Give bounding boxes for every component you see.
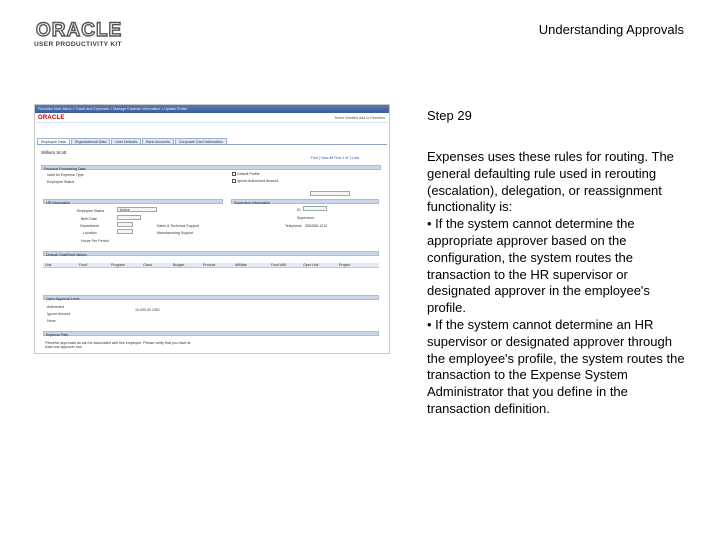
location-name: Manufacturing Support [157,231,194,235]
section-default-chartfields: Default ChartField Values [43,251,379,256]
radio-authorized[interactable]: Authorized [47,305,65,309]
status-label: Employee Status [77,209,105,213]
default-profile-checkbox[interactable] [232,172,236,176]
col-program: Program [111,263,125,267]
telephone-label: Telephone [285,224,302,228]
col-product: Product [203,263,216,267]
col-fund: Fund [79,263,88,267]
tab-bank-accounts[interactable]: Bank Accounts [142,138,174,144]
radio-none[interactable]: None [47,319,56,323]
section-supervisor: Supervisor Information [231,199,379,204]
expense-type-select[interactable] [310,191,350,196]
birth-date-label: Birth Date [81,217,97,221]
department-label: Department [80,224,99,228]
step-description: Expenses uses these rules for routing. The general defaulting rule used in rerouting (escalation), delegation, or reassignment functionality is: • If the system cannot determine the appropriate approver based on the configuration, the system routes the transaction to the HR supervisor or designated approver in the employee's profile. • If the system cannot determine an HR supervisor or designated approver through the employee's profile, the system routes the transaction to the Expense System Administrator that you define in the transaction definition. [427,149,685,416]
supervisor-id-label: ID [297,208,301,212]
tab-employee-data[interactable]: Employee Data [37,138,70,144]
main-menu-bar[interactable]: Favorites Main Menu > Travel and Expenses > Manage Expense Information > Update Profile [35,105,389,113]
row-navigation[interactable]: Find | View All First 1 of 1 Last [310,156,359,160]
col-affiliate: Affiliate [235,263,247,267]
department-field[interactable] [117,222,133,227]
col-budget: Budget [173,263,185,267]
oracle-wordmark: ORACLE [36,20,123,41]
slide-title: Understanding Approvals [538,22,684,37]
page-tabs [37,138,387,145]
birth-date-field[interactable] [117,215,141,220]
employee-name: William Scott [41,150,67,155]
step-number: Step 29 [427,108,472,123]
section-expense-path: Expense Path [43,331,379,336]
supervisor-name-label: Supervisor [297,216,315,220]
app-oracle-logo: ORACLE [38,115,65,121]
employee-status-label: Employee Status [47,180,75,184]
location-field[interactable] [117,229,133,234]
header-links[interactable]: Home Worklist Add to Favorites [334,116,385,120]
approver-note: *Receive approvals as can be associated with this employee. Please verify that you have at least one approver row. [45,341,191,349]
location-label: Location [83,231,97,235]
ignore-amount-checkbox[interactable] [232,179,236,183]
section-hr-info: HR Information [43,199,223,204]
default-profile-label: Default Profile [237,172,260,176]
section-approval-level: Open Approval Level [43,295,379,300]
tab-corporate-card[interactable]: Corporate Card Information [175,138,227,144]
col-project: Project [339,263,351,267]
approval-amount: 10,000.00 USD [135,308,160,312]
section-processing: Personal Processing Data [41,165,381,170]
ignore-amount-label: Ignore Authorized Amount [237,179,279,183]
supervisor-id-field[interactable] [303,206,327,211]
chartfield-header-row [43,263,379,268]
product-name: USER PRODUCTIVITY KIT [34,41,122,48]
tab-user-defaults[interactable]: User Defaults [111,138,141,144]
radio-ignore-amount[interactable]: Ignore Amount [47,312,71,316]
hours-label: Hours Per Period [81,239,109,243]
app-header [35,113,389,123]
status-value: Active [120,208,130,212]
oracle-upk-logo [34,20,154,50]
valid-for-label: Valid for Expense Type [47,173,84,177]
col-oper-unit: Oper Unit [303,263,319,267]
department-name: Sales & Technical Support [157,224,199,228]
tab-organizational-data[interactable]: Organizational Data [71,138,111,144]
application-screenshot [34,104,390,354]
col-class: Class [143,263,152,267]
telephone-value: 555/555-1212 [305,224,328,228]
col-fund-affil: Fund Affil [271,263,286,267]
col-unit: Unit [45,263,52,267]
